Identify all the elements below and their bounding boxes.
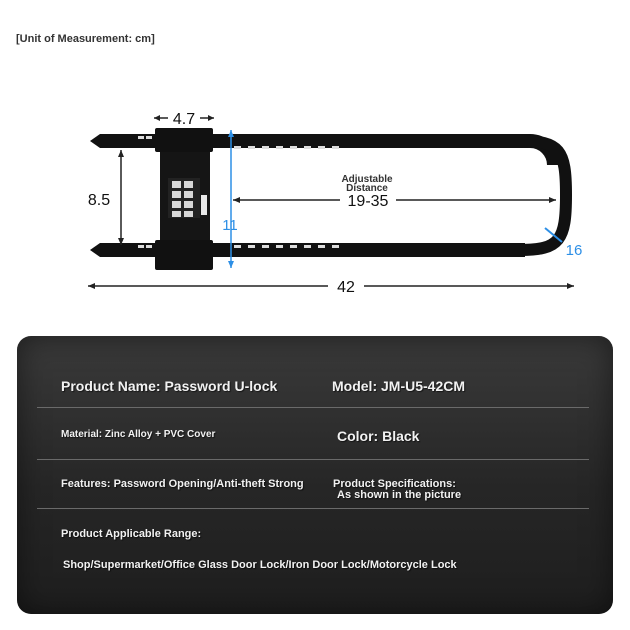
shackle-bend [520, 141, 566, 250]
product-name: Product Name: Password U-lock [61, 378, 278, 394]
adjustable-range-label: 19-35 [347, 193, 389, 210]
product-range-title: Product Applicable Range: [61, 528, 202, 540]
product-spec-title: Product Specifications: [333, 478, 456, 490]
combination-dials [168, 178, 200, 218]
adjustable-label-2: Distance [346, 183, 388, 194]
dial-button [201, 195, 207, 215]
lock-head-bottom-cap [155, 240, 213, 270]
bar-diameter-label: 16 [565, 242, 583, 259]
product-color: Color: Black [337, 428, 420, 444]
divider [37, 407, 589, 408]
unit-note: [Unit of Measurement: cm] [16, 33, 155, 45]
top-bar-tip [90, 134, 100, 148]
adjustable-label-1: Adjustable [341, 174, 393, 185]
lock-head-top-cap [155, 128, 213, 152]
head-height-label: 11 [222, 217, 238, 234]
product-model: Model: JM-U5-42CM [332, 378, 466, 394]
total-length-label: 42 [337, 279, 355, 296]
product-info-panel [17, 336, 613, 614]
product-features: Features: Password Opening/Anti-theft Strong [61, 478, 304, 490]
product-range-value: Shop/Supermarket/Office Glass Door Lock/Iron Door Lock/Motorcycle Lock [63, 559, 457, 571]
height-label: 8.5 [87, 192, 111, 209]
product-material: Material: Zinc Alloy + PVC Cover [61, 429, 216, 440]
divider [37, 508, 589, 509]
head-width-label: 4.7 [172, 111, 196, 128]
product-spec-value: As shown in the picture [337, 489, 462, 501]
bottom-bar-tip [90, 243, 100, 257]
divider [37, 459, 589, 460]
